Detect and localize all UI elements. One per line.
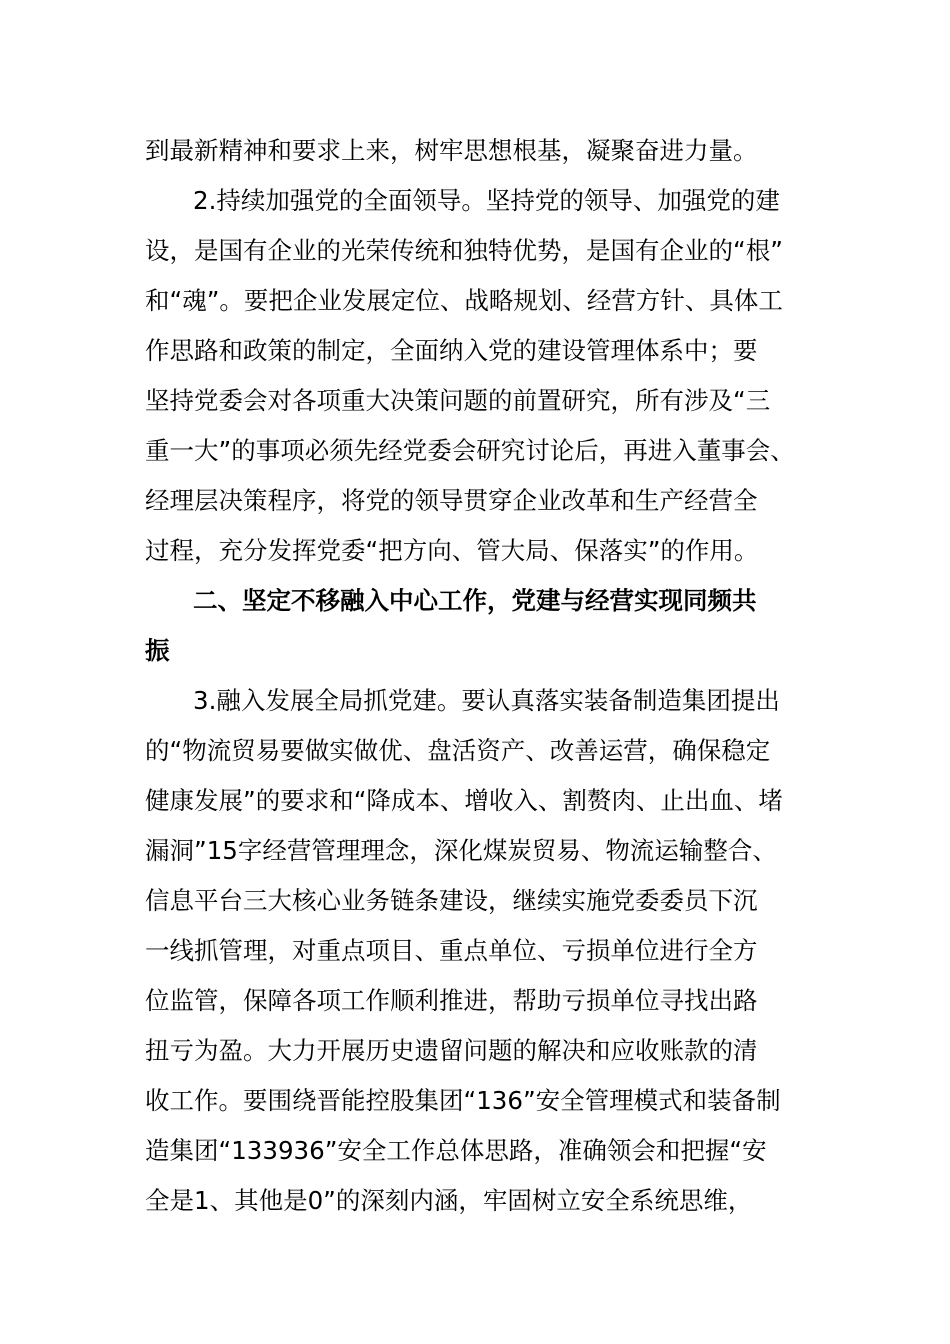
paragraph-line: 位监管，保障各项工作顺利推进，帮助亏损单位寻找出路 [145, 986, 758, 1015]
paragraph-line: 收工作。要围绕晋能控股集团“136”安全管理模式和装备制 [145, 1086, 781, 1115]
section-heading: 二、坚定不移融入中心工作，党建与经营实现同频共 [193, 586, 757, 615]
paragraph-line: 的“物流贸易要做实做优、盘活资产、改善运营，确保稳定 [145, 736, 771, 765]
paragraph-line: 信息平台三大核心业务链条建设，继续实施党委委员下沉 [145, 886, 758, 915]
paragraph-line: 漏洞”15字经营管理理念，深化煤炭贸易、物流运输整合、 [145, 836, 777, 865]
paragraph-line: 经理层决策程序，将党的领导贯穿企业改革和生产经营全 [145, 486, 758, 515]
paragraph-line: 过程，充分发挥党委“把方向、管大局、保落实”的作用。 [145, 536, 759, 565]
paragraph-line: 重一大”的事项必须先经党委会研究讨论后，再进入董事会、 [145, 436, 795, 465]
section-heading-continuation: 振 [145, 636, 170, 665]
paragraph-line: 造集团“133936”安全工作总体思路，准确领会和把握“安 [145, 1136, 767, 1165]
paragraph-line: 作思路和政策的制定，全面纳入党的建设管理体系中；要 [145, 336, 758, 365]
paragraph-line: 3.融入发展全局抓党建。要认真落实装备制造集团提出 [193, 686, 780, 715]
paragraph-line: 坚持党委会对各项重大决策问题的前置研究，所有涉及“三 [145, 386, 771, 415]
paragraph-line: 设，是国有企业的光荣传统和独特优势，是国有企业的“根” [145, 236, 783, 265]
paragraph-line: 2.持续加强党的全面领导。坚持党的领导、加强党的建 [193, 186, 780, 215]
paragraph-line: 扭亏为盈。大力开展历史遗留问题的解决和应收账款的清 [145, 1036, 758, 1065]
paragraph-line: 到最新精神和要求上来，树牢思想根基，凝聚奋进力量。 [145, 136, 758, 165]
paragraph-line: 健康发展”的要求和“降成本、增收入、割赘肉、止出血、堵 [145, 786, 783, 815]
paragraph-line: 和“魂”。要把企业发展定位、战略规划、经营方针、具体工 [145, 286, 783, 315]
paragraph-line: 一线抓管理，对重点项目、重点单位、亏损单位进行全方 [145, 936, 758, 965]
paragraph-line: 全是1、其他是0”的深刻内涵，牢固树立安全系统思维， [145, 1186, 753, 1215]
